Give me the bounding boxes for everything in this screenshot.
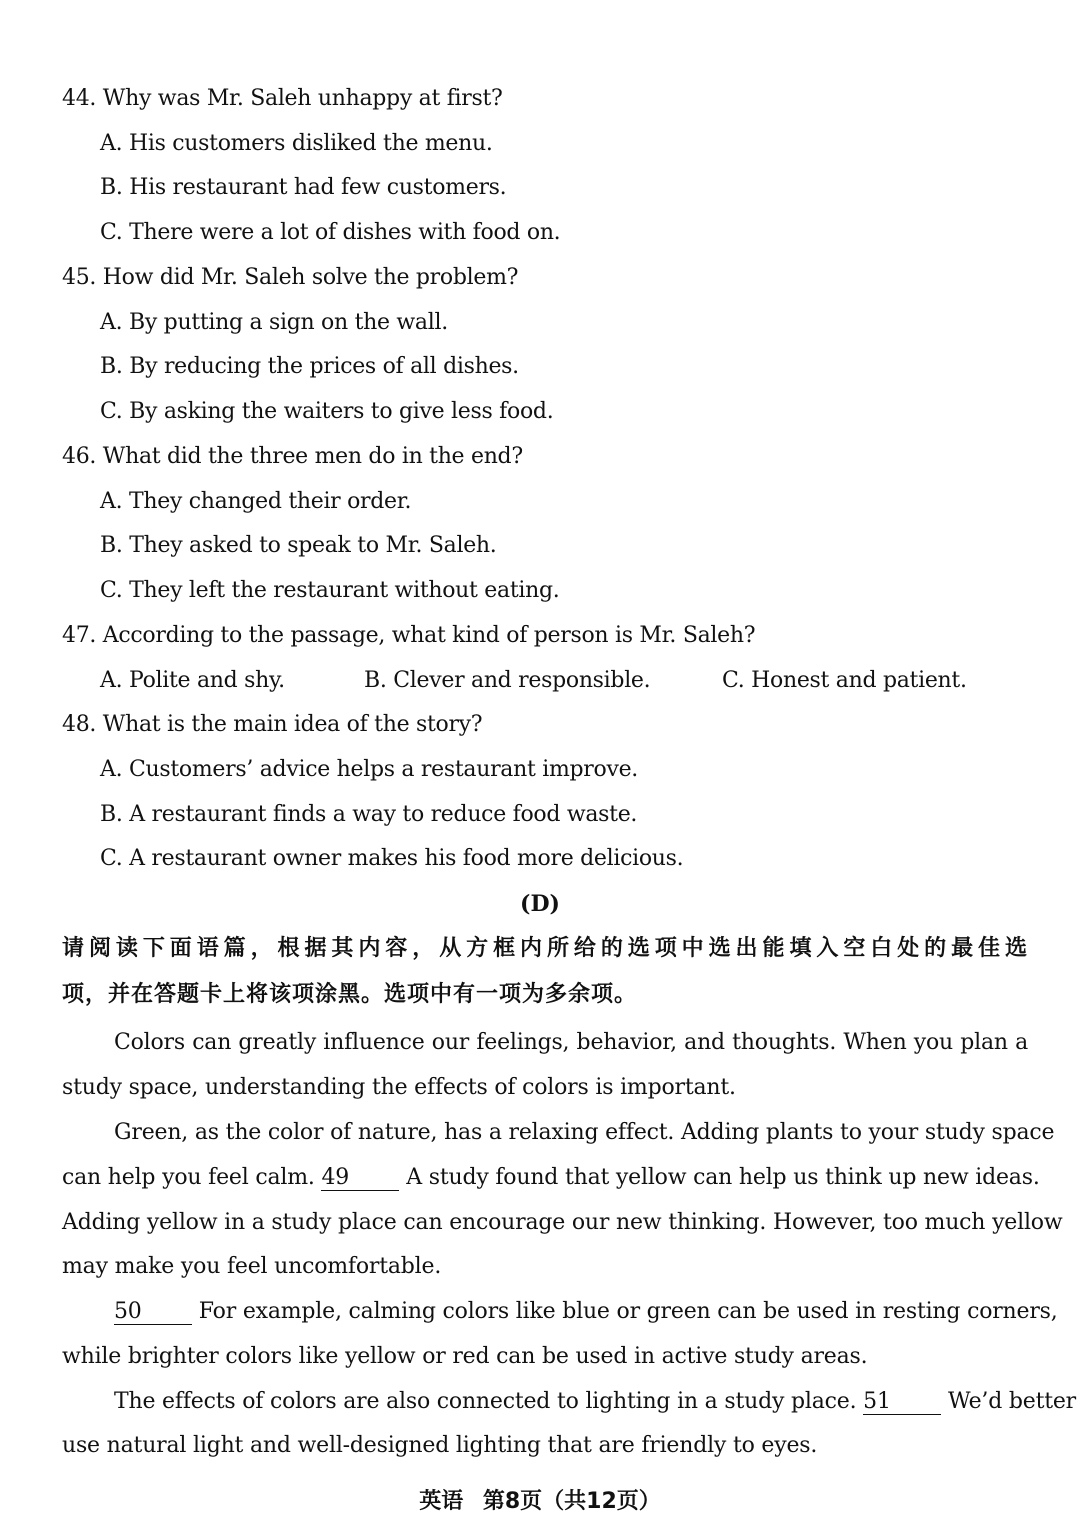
passage-paragraph-2-line-1: Green, as the color of nature, has a relaxing effect. Adding plants to your study space bbox=[114, 1120, 1055, 1145]
question-47-option-a: A. Polite and shy. bbox=[100, 668, 285, 693]
question-46-option-b: B. They asked to speak to Mr. Saleh. bbox=[100, 533, 497, 558]
section-d-title: (D) bbox=[520, 891, 560, 917]
passage-paragraph-2-line-3: Adding yellow in a study place can encourage our new thinking. However, too much yellow bbox=[62, 1210, 1063, 1235]
blank-49[interactable]: 49 bbox=[321, 1166, 399, 1191]
question-48-option-b: B. A restaurant finds a way to reduce food waste. bbox=[100, 802, 638, 827]
passage-paragraph-1-line-1: Colors can greatly influence our feelings, behavior, and thoughts. When you plan a bbox=[114, 1030, 1028, 1055]
question-45-stem: 45. How did Mr. Saleh solve the problem? bbox=[62, 265, 519, 290]
paragraph-2-text-before-blank: can help you feel calm. bbox=[62, 1165, 315, 1190]
question-45-option-b: B. By reducing the prices of all dishes. bbox=[100, 354, 519, 379]
passage-paragraph-3-line-1 bbox=[114, 1297, 1058, 1327]
footer-page-number: 第8页（共12页） bbox=[482, 1489, 661, 1514]
question-44-option-b: B. His restaurant had few customers. bbox=[100, 175, 507, 200]
paragraph-4-text-after-blank: We’d better bbox=[947, 1389, 1076, 1414]
passage-paragraph-3-line-2: while brighter colors like yellow or red can be used in active study areas. bbox=[62, 1344, 868, 1369]
question-48-option-c: C. A restaurant owner makes his food more delicious. bbox=[100, 846, 684, 871]
footer-subject: 英语 bbox=[419, 1489, 464, 1514]
passage-paragraph-2-line-2 bbox=[62, 1163, 1040, 1193]
passage-paragraph-4-line-1 bbox=[114, 1387, 1076, 1417]
passage-paragraph-1-line-2: study space, understanding the effects of colors is important. bbox=[62, 1075, 736, 1100]
question-46-stem: 46. What did the three men do in the end? bbox=[62, 444, 523, 469]
passage-paragraph-2-line-4: may make you feel uncomfortable. bbox=[62, 1254, 442, 1279]
paragraph-2-text-after-blank: A study found that yellow can help us think up new ideas. bbox=[406, 1165, 1040, 1190]
question-44-option-a: A. His customers disliked the menu. bbox=[100, 131, 493, 156]
section-d-instruction-line-1: 请阅读下面语篇，根据其内容，从方框内所给的选项中选出能填入空白处的最佳选 bbox=[62, 936, 1028, 961]
page-footer bbox=[0, 1487, 1080, 1517]
question-45-option-c: C. By asking the waiters to give less food. bbox=[100, 399, 554, 424]
question-48-stem: 48. What is the main idea of the story? bbox=[62, 712, 483, 737]
blank-50[interactable]: 50 bbox=[114, 1300, 192, 1325]
question-46-option-a: A. They changed their order. bbox=[100, 489, 412, 514]
paragraph-4-text-before-blank: The effects of colors are also connected to lighting in a study place. bbox=[114, 1389, 857, 1414]
section-d-instruction-line-2: 项，并在答题卡上将该项涂黑。选项中有一项为多余项。 bbox=[62, 982, 638, 1007]
passage-paragraph-4-line-2: use natural light and well-designed lighting that are friendly to eyes. bbox=[62, 1433, 818, 1458]
question-48-option-a: A. Customers’ advice helps a restaurant improve. bbox=[100, 757, 638, 782]
question-47-stem: 47. According to the passage, what kind of person is Mr. Saleh? bbox=[62, 623, 756, 648]
question-47-option-b: B. Clever and responsible. bbox=[364, 668, 651, 693]
blank-51[interactable]: 51 bbox=[863, 1390, 941, 1415]
question-46-option-c: C. They left the restaurant without eating. bbox=[100, 578, 560, 603]
question-44-stem: 44. Why was Mr. Saleh unhappy at first? bbox=[62, 86, 503, 111]
question-45-option-a: A. By putting a sign on the wall. bbox=[100, 310, 448, 335]
paragraph-3-text-after-blank: For example, calming colors like blue or green can be used in resting corners, bbox=[198, 1299, 1058, 1324]
question-44-option-c: C. There were a lot of dishes with food on. bbox=[100, 220, 561, 245]
question-47-options bbox=[0, 666, 1080, 696]
question-47-option-c: C. Honest and patient. bbox=[722, 668, 967, 693]
